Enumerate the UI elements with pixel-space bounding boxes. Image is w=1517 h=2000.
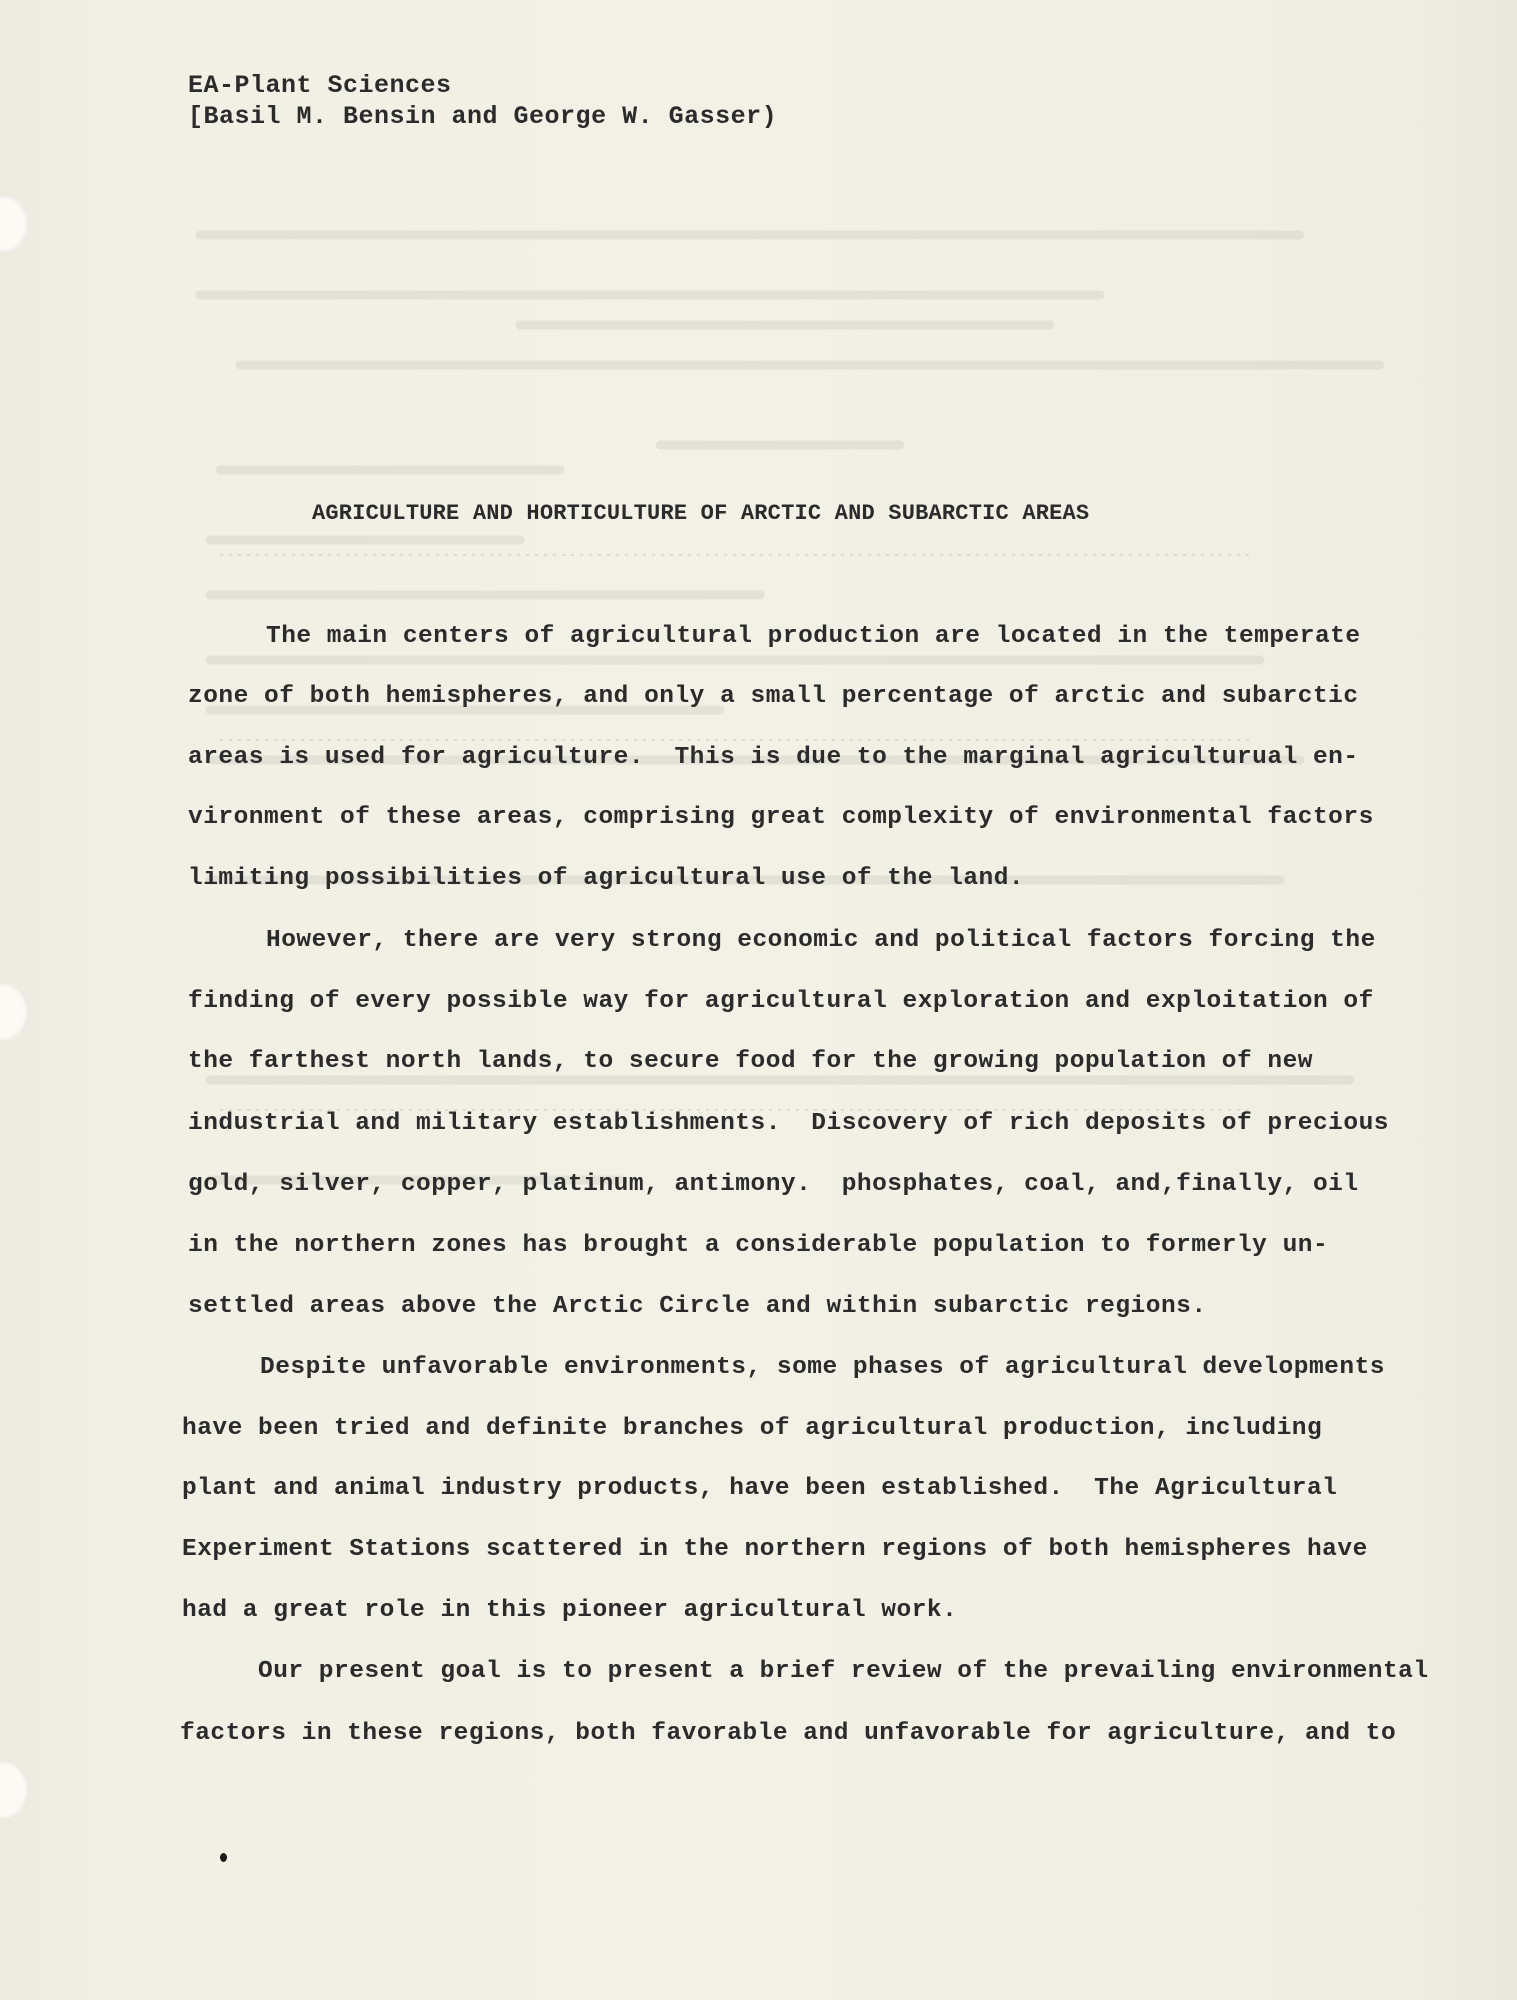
text-line: in the northern zones has brought a considerable population to formerly un- [188, 1232, 1329, 1259]
text-line: However, there are very strong economic and political factors forcing the [266, 927, 1376, 954]
text-line: The main centers of agricultural production are located in the temperate [266, 623, 1361, 650]
text-line: settled areas above the Arctic Circle and within subarctic regions. [188, 1293, 1207, 1320]
text-line: factors in these regions, both favorable and unfavorable for agriculture, and to [180, 1720, 1397, 1747]
text-line: Despite unfavorable environments, some phases of agricultural developments [260, 1354, 1385, 1381]
document-title: AGRICULTURE AND HORTICULTURE OF ARCTIC AND SUBARCTIC AREAS [312, 501, 1090, 526]
text-line: zone of both hemispheres, and only a small percentage of arctic and subarctic [188, 683, 1359, 710]
text-line: industrial and military establishments. Discovery of rich deposits of precious [188, 1110, 1389, 1137]
ink-mark [220, 1853, 227, 1862]
authors-line: [Basil M. Bensin and George W. Gasser) [188, 102, 778, 131]
text-line: Experiment Stations scattered in the northern regions of both hemispheres have [182, 1536, 1368, 1563]
text-line: finding of every possible way for agricultural exploration and exploitation of [188, 988, 1374, 1015]
punch-hole-middle [0, 984, 30, 1040]
text-line: the farthest north lands, to secure food for the growing population of new [188, 1048, 1313, 1075]
document-header [188, 70, 777, 132]
text-line: limiting possibilities of agricultural use of the land. [188, 865, 1025, 892]
punch-hole-bottom [0, 1762, 30, 1818]
text-line: areas is used for agriculture. This is due to the marginal agriculturual en- [188, 744, 1359, 771]
text-line: gold, silver, copper, platinum, antimony. phosphates, coal, and,finally, oil [188, 1171, 1359, 1198]
text-line: vironment of these areas, comprising great complexity of environmental factors [188, 804, 1374, 831]
text-line: Our present goal is to present a brief review of the prevailing environmental [258, 1658, 1429, 1685]
text-line: had a great role in this pioneer agricultural work. [182, 1597, 958, 1624]
punch-hole-top [0, 196, 30, 252]
department-label: EA-Plant Sciences [188, 71, 452, 100]
text-line: have been tried and definite branches of agricultural production, including [182, 1415, 1323, 1442]
text-line: plant and animal industry products, have been established. The Agricultural [182, 1475, 1338, 1502]
